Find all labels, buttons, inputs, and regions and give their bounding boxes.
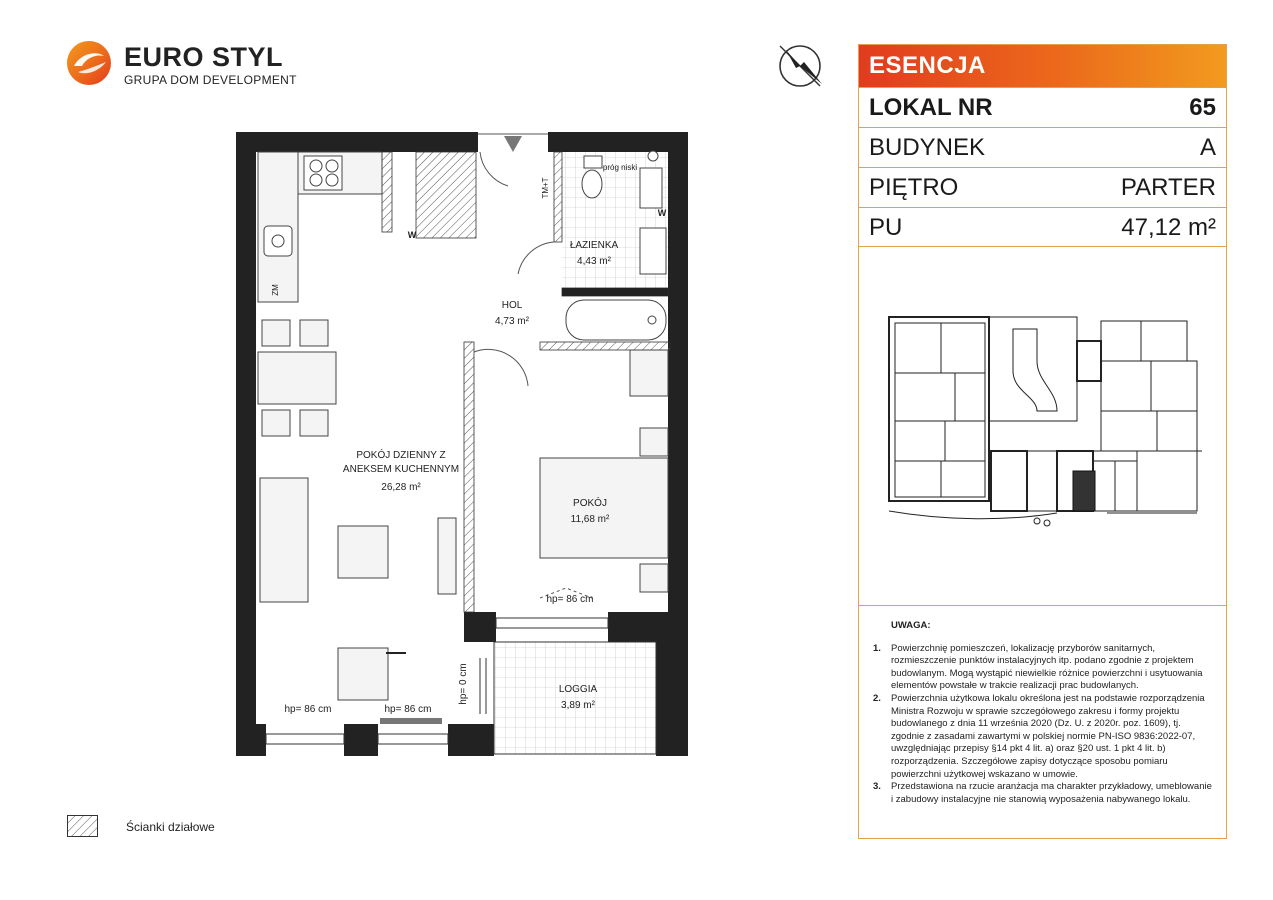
water-meter-label: ZM	[271, 284, 280, 296]
info-label: PU	[869, 214, 903, 241]
note-item	[873, 643, 1213, 693]
note-item	[873, 693, 1213, 781]
room-label-living-line2: ANEKSEM KUCHENNYM	[342, 464, 460, 475]
floor-plan	[236, 128, 696, 764]
north-arrow-icon	[776, 42, 824, 90]
info-row-unit	[859, 87, 1226, 127]
info-row-floor	[859, 167, 1226, 207]
room-area-hall: 4,73 m²	[495, 316, 529, 327]
water-label-bath: W	[657, 208, 667, 218]
room-label-bathroom: ŁAZIENKA	[569, 240, 619, 251]
info-value: A	[1199, 134, 1216, 161]
info-value: 65	[1189, 94, 1216, 121]
room-label-living-line1: POKÓJ DZIENNY Z	[356, 450, 446, 461]
window-height-label: hp= 86 cm	[546, 594, 594, 605]
kitchen-counter	[258, 152, 382, 302]
info-row-building	[859, 127, 1226, 167]
loggia-floor	[494, 642, 656, 754]
note-number: 2.	[873, 692, 881, 704]
info-label: PIĘTRO	[869, 174, 959, 201]
note-text: Przedstawiona na rzucie aranżacja ma charakter przykładowy, umeblowanie i zabudowy instalacyjne nie stanowią wyposażenia nabywanego lokalu.	[891, 781, 1212, 805]
note-number: 3.	[873, 781, 881, 793]
brand-logo	[66, 40, 306, 92]
threshold-label: próg niski	[602, 163, 638, 172]
note-item	[873, 781, 1213, 806]
room-label-loggia: LOGGIA	[558, 684, 598, 695]
legend-label: Ścianki działowe	[126, 820, 215, 834]
notes-title: UWAGA:	[891, 620, 931, 631]
note-text: Powierzchnia użytkowa lokalu określona jest na podstawie rozporządzenia Ministra Rozwoju w sprawie szczegółowego zakresu i formy projektu budowlanego z dnia 11 września 2020 (Dz. U. z 2020r. poz. 1609), tj. zgodnie z zasadami zawartymi w polskiej normie PN-ISO 9836:2022-07, uwzględniając przepisy §14 pkt 4 lit. a) oraz §20 ust. 1 pkt 4 lit. b) rozporządzenia. Szczegółowe zapisy dotyczące sposobu pomiaru powierzchni użytkowej wskazano w umowie.	[891, 692, 1205, 780]
notes-section	[873, 620, 1213, 806]
room-area-bedroom: 11,68 m²	[570, 514, 610, 525]
note-number: 1.	[873, 642, 881, 654]
notes-divider	[859, 605, 1226, 606]
investment-name: ESENCJA	[859, 45, 1226, 87]
room-area-loggia: 3,89 m²	[561, 700, 595, 711]
euro-styl-logo-icon	[66, 40, 112, 86]
info-row-area	[859, 207, 1226, 247]
partition-wall-legend-icon	[67, 815, 98, 837]
room-area-bathroom: 4,43 m²	[577, 256, 611, 267]
room-label-bedroom: POKÓJ	[573, 498, 607, 509]
door-height-label: hp= 0 cm	[458, 663, 469, 705]
room-label-hall: HOL	[501, 300, 523, 311]
brand-name: EURO STYL	[124, 42, 284, 72]
window-height-label: hp= 86 cm	[384, 704, 432, 715]
bedroom-furniture	[540, 350, 668, 592]
living-furniture	[258, 320, 456, 700]
info-value: PARTER	[1120, 174, 1216, 201]
building-site-plan	[887, 301, 1202, 533]
window-height-label: hp= 86 cm	[284, 704, 332, 715]
meter-label: TM+T	[541, 177, 550, 199]
apartment-info-panel	[858, 44, 1227, 839]
note-text: Powierzchnię pomieszczeń, lokalizację przyborów sanitarnych, rozmieszczenie punktów instalacyjnych itp. podano zgodnie z projektem budowlanym. Mogą wystąpić niewielkie różnice powierzchni i usytuowania elementów powstałe w trakcie realizacji prac budowlanych.	[891, 642, 1203, 692]
brand-tagline: GRUPA DOM DEVELOPMENT	[124, 73, 297, 87]
info-label: BUDYNEK	[869, 134, 986, 161]
water-label: W	[407, 230, 417, 240]
room-area-living: 26,28 m²	[381, 482, 421, 493]
info-label: LOKAL NR	[869, 94, 993, 121]
info-value: 47,12 m²	[1121, 214, 1216, 241]
